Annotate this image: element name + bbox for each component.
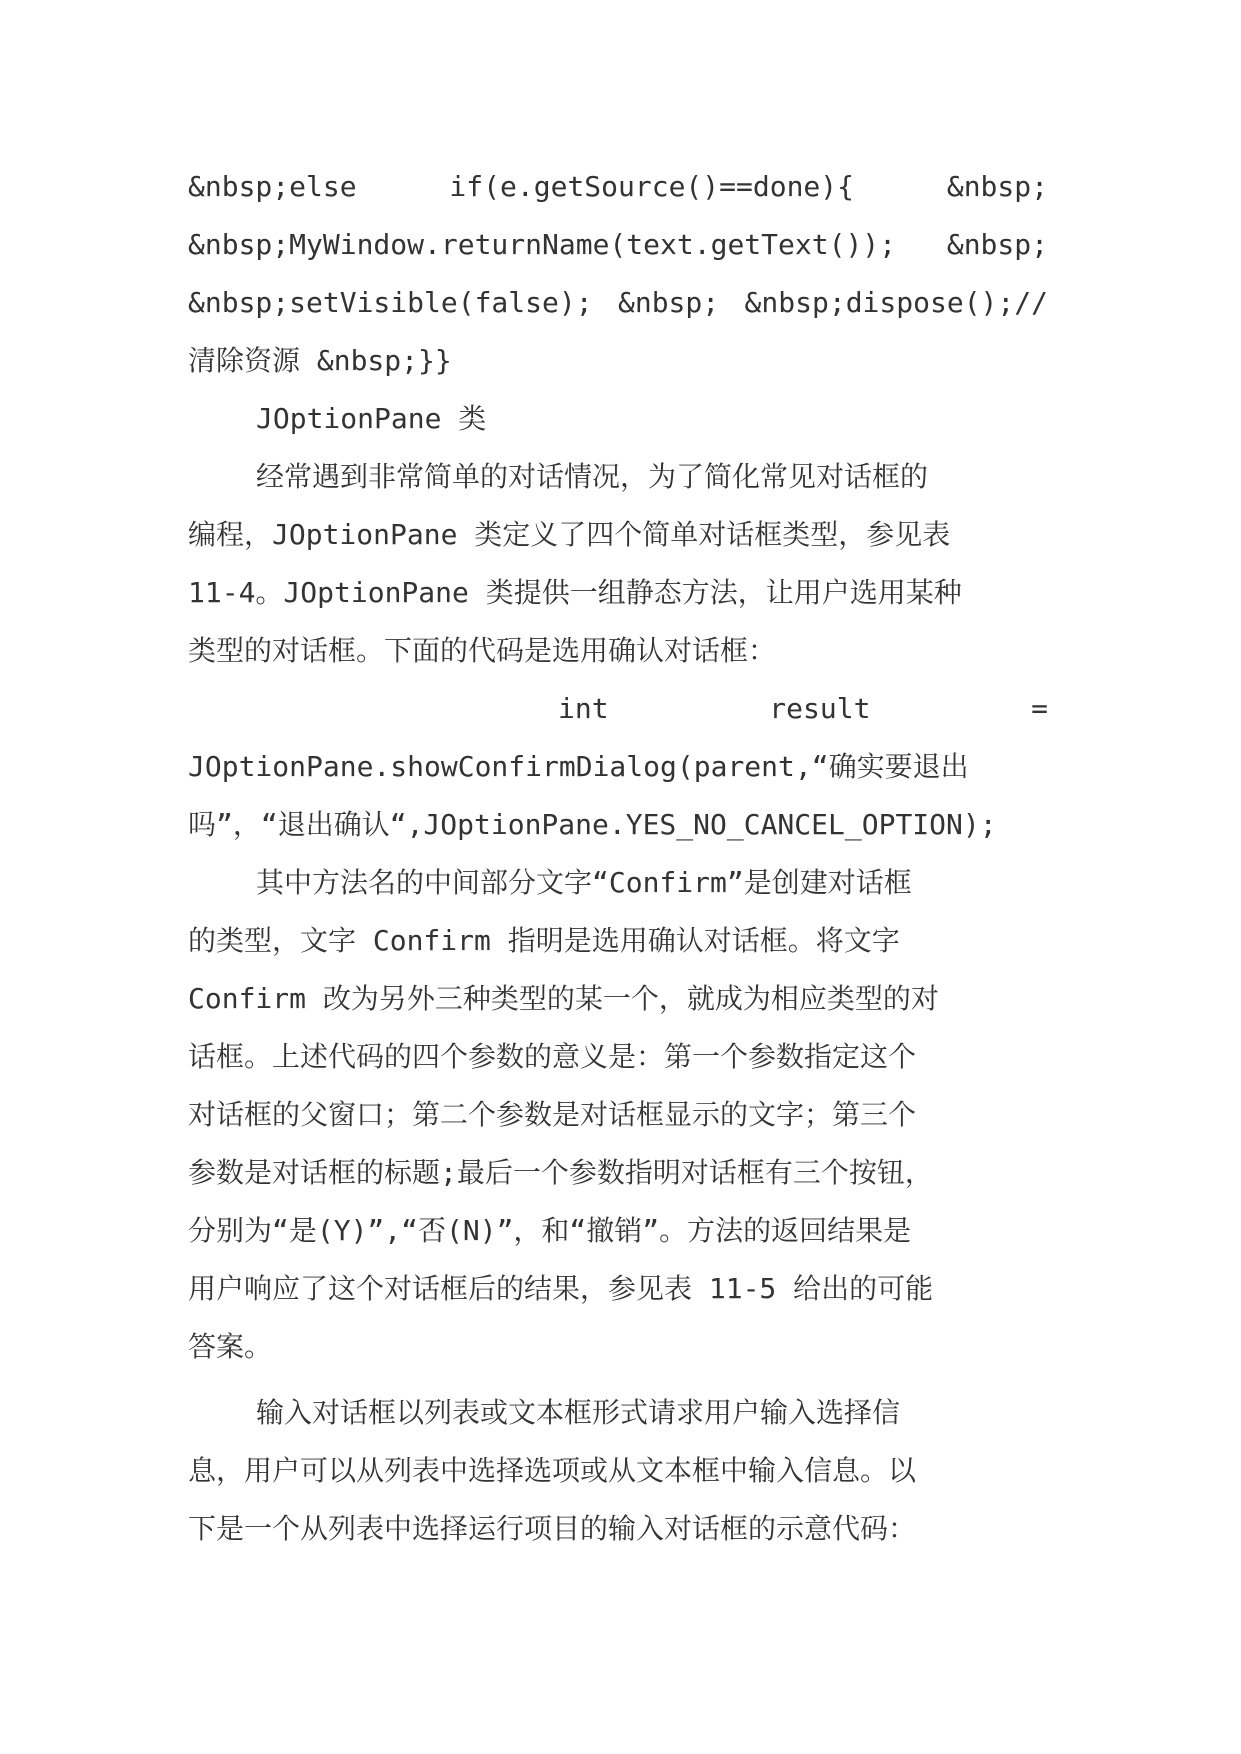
code-line-2 — [188, 216, 1048, 274]
code2-line-2: JOptionPane.showConfirmDialog(parent,“确实要退出 — [188, 750, 969, 783]
para2-line-7: 分别为“是(Y)”,“否(N)”，和“撤销”。方法的返回结果是 — [188, 1214, 912, 1247]
para1-line-4: 类型的对话框。下面的代码是选用确认对话框： — [188, 634, 777, 667]
para3-line-3: 下是一个从列表中选择运行项目的输入对话框的示意代码： — [188, 1512, 917, 1545]
para3-line-2: 息，用户可以从列表中选择选项或从文本框中输入信息。以 — [188, 1454, 917, 1487]
code-token: = — [1031, 692, 1048, 725]
code-token: &nbsp; — [946, 170, 1048, 203]
para1-line-2: 编程，JOptionPane 类定义了四个简单对话框类型，参见表 — [188, 518, 951, 551]
code-token: &nbsp;else — [188, 170, 357, 203]
code-token: &nbsp;MyWindow.returnName(text.getText()); — [188, 228, 897, 261]
code-token: &nbsp;dispose();// — [744, 286, 1048, 319]
code-line-1 — [188, 158, 1048, 216]
code-token: &nbsp; — [946, 228, 1048, 261]
para2-line-4: 话框。上述代码的四个参数的意义是：第一个参数指定这个 — [188, 1040, 917, 1073]
para1-line-3: 11-4。JOptionPane 类提供一组静态方法，让用户选用某种 — [188, 576, 962, 609]
code-token: if(e.getSource()==done){ — [449, 170, 854, 203]
paragraph-gap — [188, 1376, 1048, 1384]
code-token: int — [558, 692, 609, 725]
code-token: &nbsp;setVisible(false); — [188, 286, 593, 319]
para2-line-1: 其中方法名的中间部分文字“Confirm”是创建对话框 — [256, 866, 912, 899]
code2-line-1 — [188, 680, 1048, 738]
code-line-4: 清除资源 &nbsp;}} — [188, 344, 452, 377]
code-token: result — [769, 692, 871, 725]
para2-line-9: 答案。 — [188, 1330, 273, 1363]
document-page — [188, 158, 1048, 1558]
code-token: &nbsp; — [617, 286, 720, 319]
para3-line-1: 输入对话框以列表或文本框形式请求用户输入选择信 — [256, 1396, 901, 1429]
para2-line-2: 的类型，文字 Confirm 指明是选用确认对话框。将文字 — [188, 924, 900, 957]
para2-line-8: 用户响应了这个对话框后的结果，参见表 11-5 给出的可能 — [188, 1272, 934, 1305]
code-line-3 — [188, 274, 1048, 332]
para2-line-5: 对话框的父窗口；第二个参数是对话框显示的文字；第三个 — [188, 1098, 917, 1131]
para1-line-1: 经常遇到非常简单的对话情况，为了简化常见对话框的 — [256, 460, 929, 493]
para2-line-6: 参数是对话框的标题;最后一个参数指明对话框有三个按钮， — [188, 1156, 933, 1189]
para2-line-3: Confirm 改为另外三种类型的某一个，就成为相应类型的对 — [188, 982, 939, 1015]
section-heading: JOptionPane 类 — [256, 402, 487, 435]
code2-line-3: 吗”，“退出确认“,JOptionPane.YES_NO_CANCEL_OPTION); — [188, 808, 997, 841]
